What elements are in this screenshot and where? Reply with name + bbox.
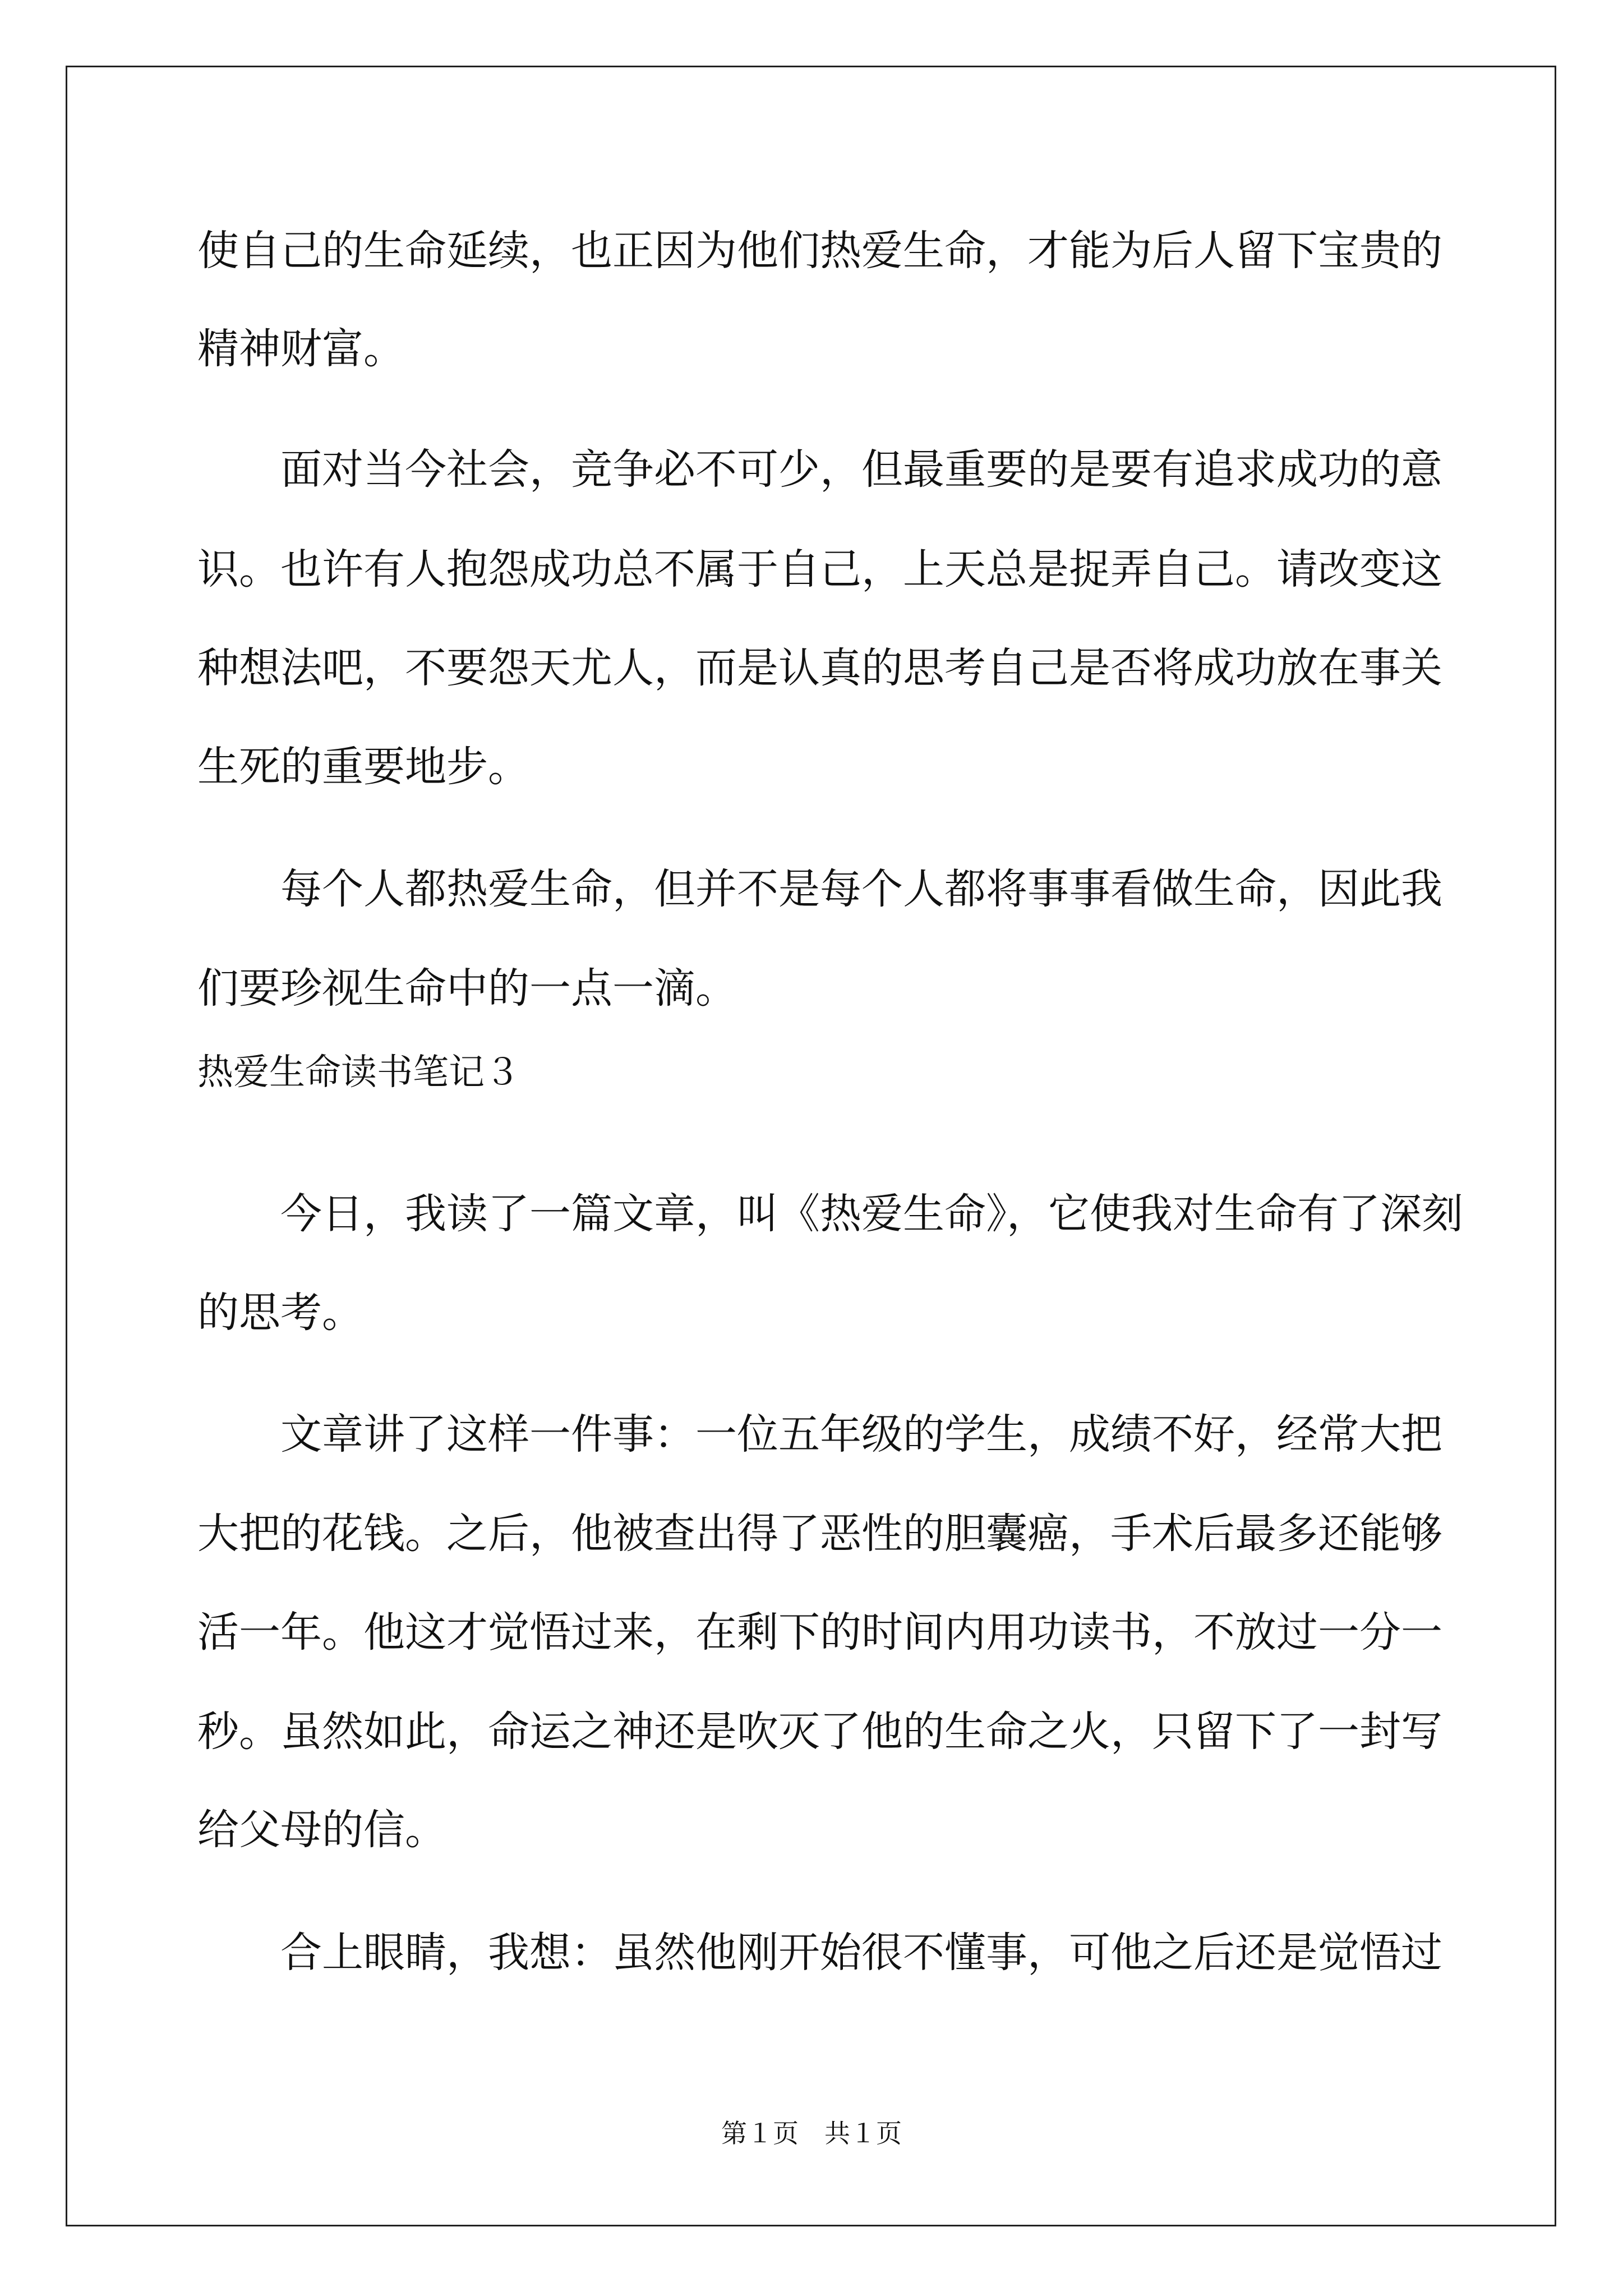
paragraph-line: 面对当今社会，竞争必不可少，但最重要的是要有追求成功的意 [280, 445, 1442, 494]
paragraph-line: 使自己的生命延续，也正因为他们热爱生命，才能为后人留下宝贵的 [197, 227, 1442, 275]
paragraph-line: 活一年。他这才觉悟过来，在剩下的时间内用功读书，不放过一分一 [197, 1608, 1442, 1657]
paragraph-line: 们要珍视生命中的一点一滴。 [197, 964, 737, 1013]
page-number-footer: 第１页 共１页 [721, 2118, 902, 2148]
paragraph-line: 合上眼睛，我想：虽然他刚开始很不懂事，可他之后还是觉悟过 [280, 1929, 1442, 1977]
paragraph-line: 秒。虽然如此，命运之神还是吹灭了他的生命之火，只留下了一封写 [197, 1708, 1442, 1756]
paragraph-line: 给父母的信。 [197, 1806, 446, 1854]
paragraph-line: 的思考。 [197, 1289, 363, 1337]
paragraph-line: 每个人都热爱生命，但并不是每个人都将事事看做生命，因此我 [280, 865, 1442, 913]
paragraph-line: 生死的重要地步。 [197, 743, 529, 791]
paragraph-line: 今日，我读了一篇文章，叫《热爱生命》，它使我对生命有了深刻 [280, 1190, 1463, 1238]
paragraph-line: 大把的花钱。之后，他被查出得了恶性的胆囊癌，手术后最多还能够 [197, 1510, 1442, 1558]
paragraph-line: 识。也许有人抱怨成功总不属于自己，上天总是捉弄自己。请改变这 [197, 545, 1442, 593]
paragraph-line: 种想法吧，不要怨天尤人，而是认真的思考自己是否将成功放在事关 [197, 644, 1442, 692]
page-border [66, 66, 1556, 2226]
paragraph-line: 精神财富。 [197, 325, 405, 373]
section-heading: 热爱生命读书笔记３ [197, 1052, 520, 1093]
paragraph-line: 文章讲了这样一件事：一位五年级的学生，成绩不好，经常大把 [280, 1410, 1442, 1458]
